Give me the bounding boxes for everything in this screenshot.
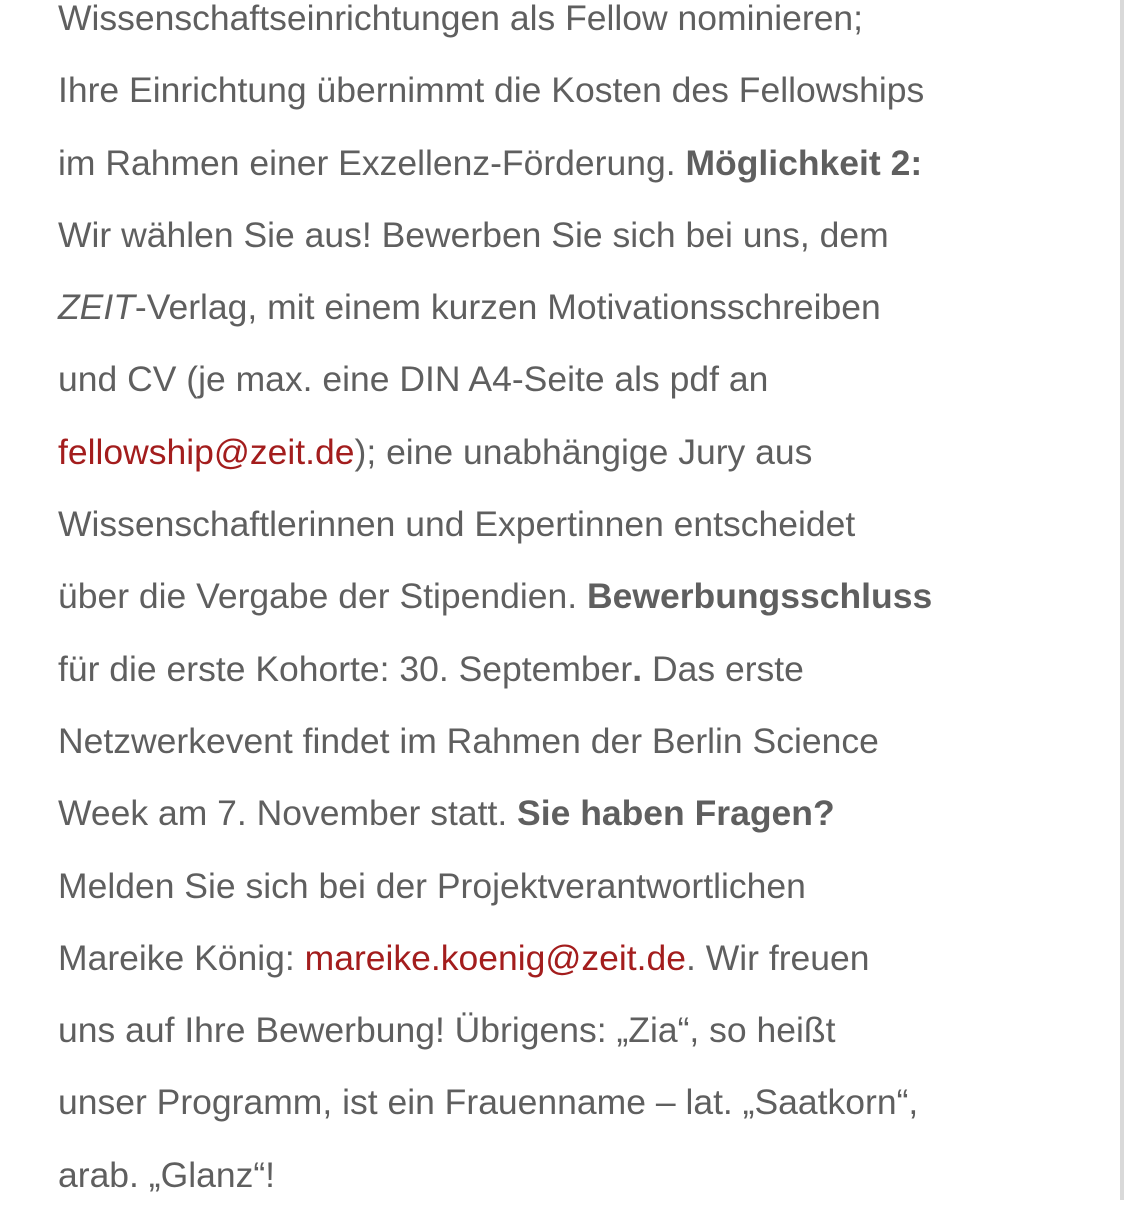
deadline-heading: Bewerbungsschluss (586, 576, 933, 617)
text: ); eine unabhängige Jury aus (354, 431, 813, 472)
article-body (58, 0, 1068, 1211)
text-line (58, 127, 1068, 199)
text: . Wir freuen (686, 937, 870, 978)
text: -Verlag, mit einem kurzen Motivationsschreiben (134, 287, 881, 328)
text: über die Vergabe der Stipendien. (58, 576, 587, 617)
text-line (58, 271, 1068, 343)
text: für die erste Kohorte: 30. September (58, 648, 633, 689)
text-line (58, 488, 1068, 560)
text: arab. „Glanz“! (58, 1154, 276, 1195)
text-line (58, 850, 1068, 922)
text: Week am 7. November statt. (58, 793, 518, 834)
text-line (58, 416, 1068, 488)
text-line (58, 777, 1068, 849)
text: uns auf Ihre Bewerbung! Übrigens: „Zia“, so heißt (58, 1010, 836, 1051)
text: Das erste (642, 648, 804, 689)
text: Wissenschaftseinrichtungen als Fellow nominieren; (58, 0, 864, 38)
bold-period: . (632, 648, 643, 689)
contact-email-link[interactable]: mareike.koenig@zeit.de (304, 937, 687, 978)
text-line (58, 1139, 1068, 1211)
text-line (58, 343, 1068, 415)
text: Mareike König: (58, 937, 305, 978)
text-line (58, 560, 1068, 632)
option-2-heading: Möglichkeit 2: (685, 142, 923, 183)
text-line (58, 0, 1068, 54)
zeit-italic: ZEIT (58, 287, 135, 328)
text-line (58, 199, 1068, 271)
questions-heading: Sie haben Fragen? (517, 793, 835, 834)
fellowship-email-link[interactable]: fellowship@zeit.de (58, 431, 355, 472)
text-line (58, 54, 1068, 126)
text: Wir wählen Sie aus! Bewerben Sie sich bei uns, dem (58, 214, 889, 255)
text: und CV (je max. eine DIN A4-Seite als pdf an (58, 359, 769, 400)
page-edge-divider (1120, 0, 1124, 1200)
text-line (58, 994, 1068, 1066)
text-line (58, 1066, 1068, 1138)
text: im Rahmen einer Exzellenz-Förderung. (58, 142, 686, 183)
text-line (58, 922, 1068, 994)
text-line (58, 633, 1068, 705)
text-line (58, 705, 1068, 777)
text: Netzwerkevent findet im Rahmen der Berlin Science (58, 720, 879, 761)
text: Wissenschaftlerinnen und Expertinnen entscheidet (58, 504, 856, 545)
text: unser Programm, ist ein Frauenname – lat. „Saatkorn“, (58, 1082, 919, 1123)
text: Melden Sie sich bei der Projektverantwortlichen (58, 865, 806, 906)
text: Ihre Einrichtung übernimmt die Kosten des Fellowships (58, 70, 925, 111)
